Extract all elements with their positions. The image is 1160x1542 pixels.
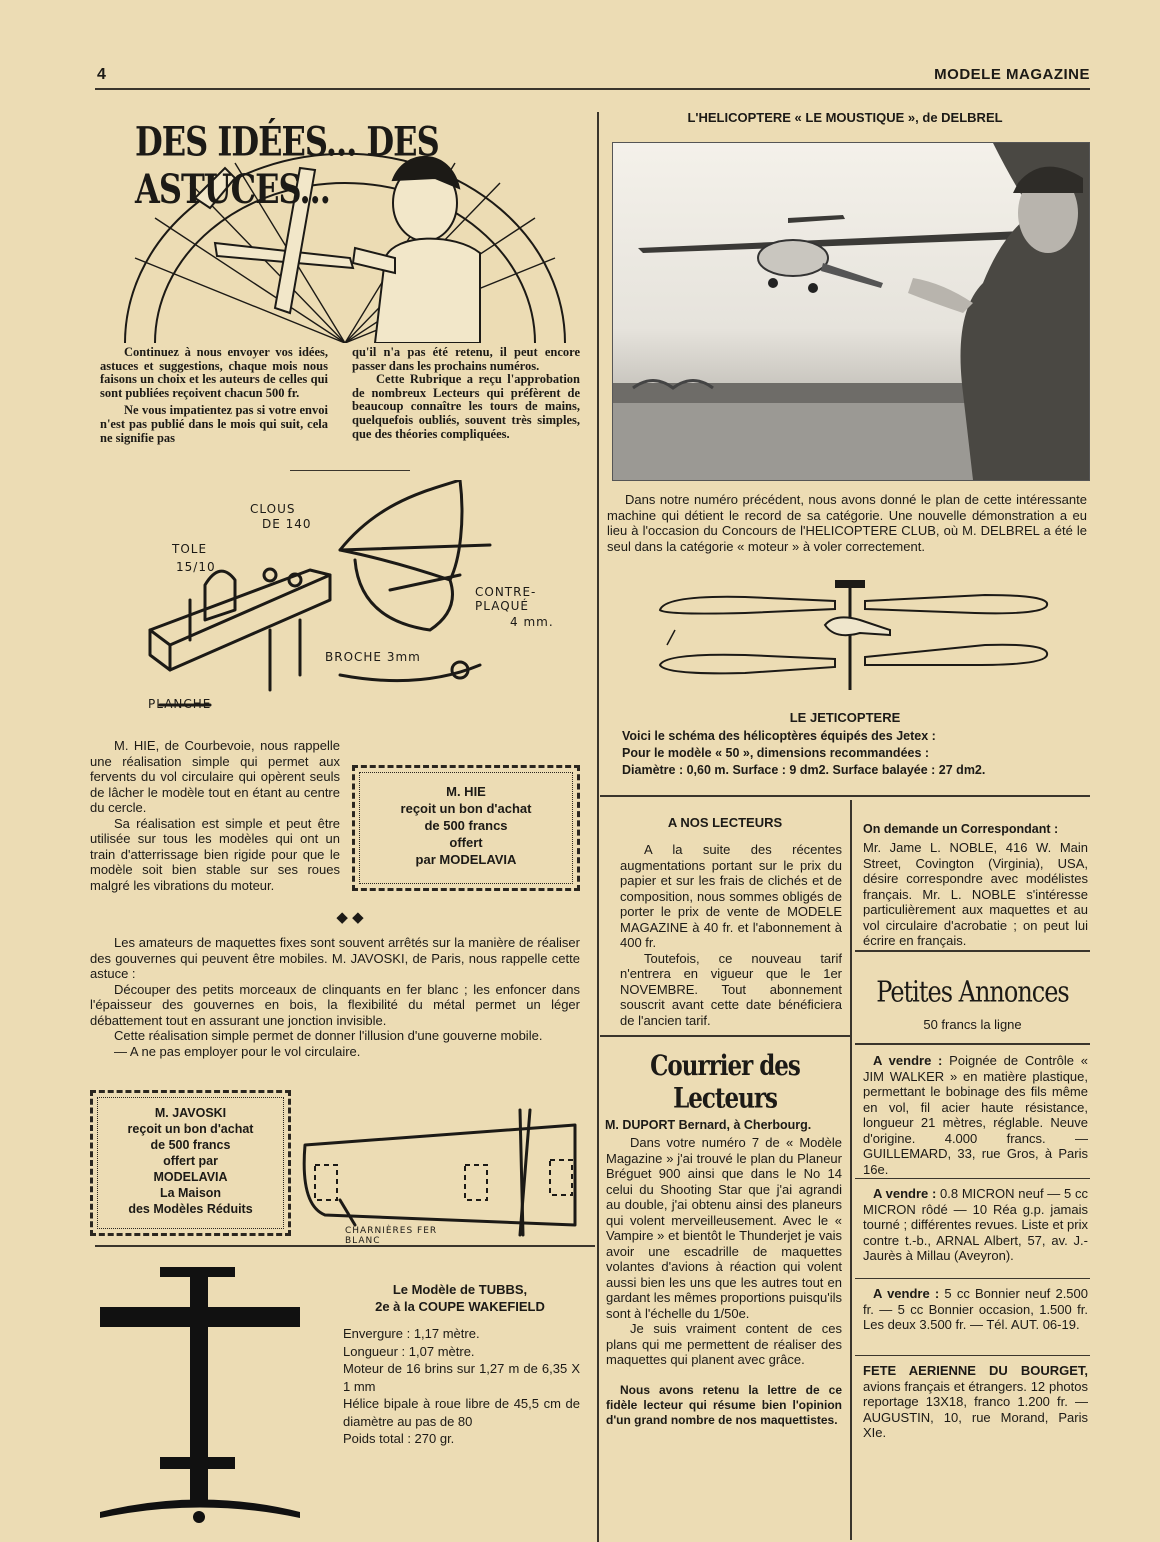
hie-box-line-2: reçoit un bon d'achat [400,801,532,816]
javoski-prize-box [90,1090,291,1236]
annonce-head: A vendre : [873,1186,937,1201]
annonce-rule [855,1278,1090,1279]
separator-diamonds: ◆ ◆ [336,909,364,926]
helicopter-title: L'HELICOPTERE « LE MOUSTIQUE », de DELBREL [687,110,1003,125]
courrier-rule [600,1035,850,1037]
javoski-box-line-7: des Modèles Réduits [128,1202,253,1216]
hie-box-line-5: par MODELAVIA [415,852,517,867]
annonces-rule [855,950,1090,952]
annonce-text: 0.8 MICRON neuf — 5 cc MICRON rôdé — 10 Réa g.p. jamais tourné ; différentes revues. Liste et prix contre t.-b., ARNAL Albert, 57, av. J.-Jaurès à Millau (Aveyron). [863,1186,1088,1263]
label-de140: DE 140 [262,517,312,531]
annonce-text: Poignée de Contrôle « JIM WALKER » en matière plastique, permettant le bobinage des fils même en vol, fil acier haute résistance, longueur 21 mètres, réglable. Neuve d'origine. 4.000 francs. — GUILLEMARD, 33, rue Gros, à Paris 16e. [863,1053,1088,1177]
label-tole: TOLE [172,542,208,556]
magazine-name: MODELE MAGAZINE [934,66,1090,83]
hie-text-p1: M. HIE, de Courbevoie, nous rappelle une réalisation simple qui permet aux fervents du vol circulaire qui opèrent seuls de lâcher le modèle tout en étant au centre du cercle. [90,738,340,815]
hie-text [90,738,340,893]
label-contreplaque: CONTRE-PLAQUÉ [475,585,537,613]
courrier-closing: Nous avons retenu la lettre de ce fidèle lecteur qui résume bien l'opinion d'un grand nombre de nos maquettistes. [606,1383,842,1427]
courrier-p1: Dans votre numéro 7 de « Modèle Magazine » j'ai trouvé le plan du Planeur Bréguet 900 ainsi que dans le No 14 celui du Shooting Star que j'ai agrandi au double, j'ai obtenu ainsi des planeurs qui volent merveilleusement. Avec le « Vampire » et bientôt le Thunderjet je vais avoir une escadrille de maquettes volantes d'avions à réaction qui volent aussi bien les uns que les autres tout en gardant les mêmes proportions puisqu'ils sont à l'échelle du 1/50e. [606,1135,842,1321]
tubbs-spec-2: Longueur : 1,07 mètre. [343,1343,475,1359]
jeticoptere-title: LE JETICOPTERE [789,710,901,725]
courrier-title: Courrier des Lecteurs [650,1050,800,1115]
tubbs-drawing [95,1262,305,1532]
annonces-price: 50 francs la ligne [923,1017,1022,1032]
ideas-intro-right-p2: Cette Rubrique a reçu l'approbation de nombreux Lecteurs qui préfèrent de beaucoup connaître les tours de mains, quelquefois oubliés, souvent très simples, que des théories compliquées. [352,372,580,441]
readers-p2: Toutefois, ce nouveau tarif n'entrera en vigueur que le 1er NOVEMBRE. Tout abonnement souscrit avant cette date bénéficiera de l'ancien tarif. [620,950,842,1028]
rudder-sketch [295,1105,585,1240]
jeticoptere-drawing [655,565,1055,695]
label-4mm: 4 mm. [510,615,554,629]
javoski-text-p2: Découper des petits morceaux de clinquants en fer blanc ; les enfoncer dans l'épaisseur des gouvernes en bois, la flexibilité du métal permet un léger débattement tout en assurant une jonction invisible. [90,981,580,1028]
correspondant-title: On demande un Correspondant : [863,822,1059,836]
helicopter-caption: Dans notre numéro précédent, nous avons donné le plan de cette intéressante machine qui détient le record de sa catégorie. Une nouvelle démonstration a eu lieu à l'occasion du Concours de l'HELICOPTERE CLUB, où M. DELBREL a été le seul dans la catégorie « moteur » à voler correctement. [607,492,1087,554]
annonce-head: A vendre : [873,1053,943,1068]
ideas-intro-left-p2: Ne vous impatientez pas si votre envoi n'est pas publié dans le mois qui suit, cela ne signifie pas [100,403,328,445]
annonces-price-rule [855,1043,1090,1045]
annonce-item [863,1286,1088,1333]
annonce-text: avions français et étrangers. 12 photos reportage 13X18, franco 1.200 fr. — AUGUSTIN, 10, rue Morand, Paris XIe. [863,1378,1088,1440]
ideas-title: DES IDÉES... DES ASTUCES... [135,118,439,213]
jeticoptere-line-3: Diamètre : 0,60 m. Surface : 9 dm2. Surface balayée : 27 dm2. [622,763,986,777]
label-charnieres: CHARNIÈRES FER BLANC [345,1226,438,1246]
annonce-item [863,1186,1088,1264]
page-number: 4 [97,66,106,83]
tubbs-spec-1: Envergure : 1,17 mètre. [343,1326,480,1341]
label-planche: PLANCHE [148,697,212,711]
hie-prize-box [352,765,580,891]
courrier-from: M. DUPORT Bernard, à Cherbourg. [605,1118,812,1132]
ideas-intro-rule [290,470,410,471]
javoski-box-line-1: M. JAVOSKI [154,1106,227,1120]
tubbs-spec-3: Moteur de 16 brins sur 1,27 m de 6,35 X 1 mm [343,1361,580,1394]
annonce-head: A vendre : [873,1286,940,1301]
jeticoptere-schematic [655,565,1055,695]
annonces-title: Petites Annonces [876,975,1069,1009]
annonce-text: 5 cc Bonnier neuf 2.500 fr. — 5 cc Bonnier occasion, 1.500 fr. Les deux 3.500 fr. — Tél. AUT. 06-19. [863,1286,1088,1332]
courrier-p2: Je suis vraiment content de ces plans qui me permettent de réaliser des maquettes qui planent avec grâce. [606,1321,842,1367]
javoski-box-line-3: de 500 francs [150,1138,231,1152]
label-clous: CLOUS [250,502,296,516]
readers-title: A NOS LECTEURS [667,815,783,830]
correspondant-divider [850,800,852,1540]
ideas-intro-right [352,346,580,441]
courrier-text [606,1135,842,1368]
hie-box-line-3: de 500 francs [424,818,508,833]
javoski-box-line-2: reçoit un bon d'achat [127,1122,254,1136]
ideas-intro-left [100,346,328,445]
label-broche: BROCHE 3mm [325,650,421,664]
javoski-box-line-5: MODELAVIA [153,1170,228,1184]
javoski-text-p3: Cette réalisation simple permet de donner l'illusion d'une gouverne mobile. [114,1028,543,1043]
column-divider [597,112,599,1542]
ideas-intro-left-p1: Continuez à nous envoyer vos idées, astuces et suggestions, chaque mois nous faisons un choix et les auteurs de celles qui sont publiées reçoivent chacun 500 fr. [100,345,328,400]
header-rule [95,88,1090,90]
tubbs-specs [343,1325,580,1448]
hie-box-line-4: offert [449,835,483,850]
annonce-item [863,1053,1088,1177]
readers-p1: A la suite des récentes augmentations portant sur le prix du papier et sur les frais de clichés et de composition, nous sommes obligés de porter le prix de vente de MODELE MAGAZINE à 40 fr. et l'abonnement à 400 fr. [620,842,842,950]
tubbs-silhouette [95,1262,305,1532]
javoski-text-p4: — A ne pas employer pour le vol circulaire. [114,1043,361,1059]
tubbs-subtitle: 2e à la COUPE WAKEFIELD [375,1299,545,1314]
jeticoptere-line-2: Pour le modèle « 50 », dimensions recommandées : [622,746,930,760]
rudder-drawing [295,1105,585,1240]
tubbs-spec-4: Hélice bipale à roue libre de 45,5 cm de diamètre au pas de 80 [343,1396,580,1429]
helicopter-photo [612,142,1090,481]
annonce-item [863,1363,1088,1441]
readers-text [620,842,842,1028]
label-tole-frac: 15/10 [176,560,216,574]
javoski-box-line-6: La Maison [159,1186,222,1200]
javoski-box-line-4: offert par [163,1154,218,1168]
annonce-rule [855,1178,1090,1179]
tubbs-title: Le Modèle de TUBBS, [392,1282,528,1297]
jeticoptere-line-1: Voici le schéma des hélicoptères équipés des Jetex : [622,729,936,743]
tubbs-spec-5: Poids total : 270 gr. [343,1431,455,1446]
javoski-text-p1: Les amateurs de maquettes fixes sont souvent arrêtés sur la manière de réaliser des gouvernes qui peuvent être mobiles. M. JAVOSKI, de Paris, nous rappelle cette astuce : [90,935,580,981]
hie-box-line-1: M. HIE [446,784,486,799]
ideas-intro-right-p1: qu'il n'a pas été retenu, il peut encore passer dans les prochains numéros. [352,345,580,373]
jeticoptere-details [622,728,1092,779]
helicopter-photo-image [613,143,1089,480]
annonce-head: FETE AERIENNE DU BOURGET, [863,1363,1088,1378]
correspondant-text: Mr. Jame L. NOBLE, 416 W. Main Street, Covington (Virginia), USA, désire correspondre avec modélistes français. Mr. L. NOBLE s'intéresse particulièrement aux maquettes et au vol circulaire d'acrobatie ; on peut lui écrire en français. [863,840,1088,948]
right-section-rule [600,795,1090,797]
javoski-text [90,935,580,1059]
hie-text-p2: Sa réalisation est simple et peut être utilisée sur tous les modèles qui ont un train d'atterrissage bien rigide pour que le modèle soit bien stable sur ses roues malgré les vibrations du moteur. [90,815,340,893]
annonce-rule [855,1355,1090,1356]
